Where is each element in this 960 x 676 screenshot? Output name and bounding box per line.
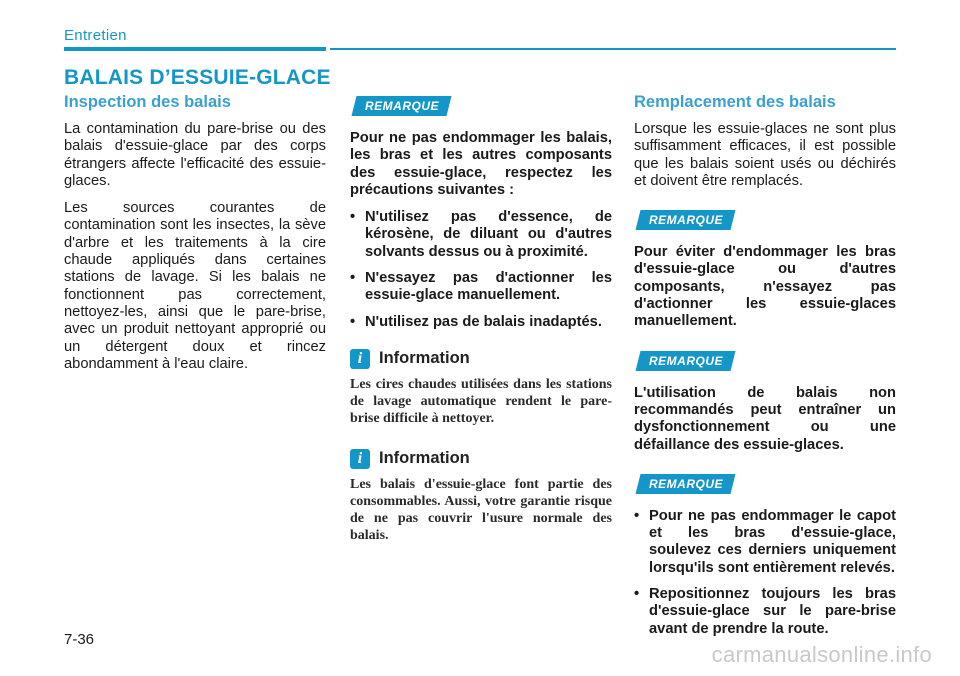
info-icon: i: [350, 349, 370, 369]
inspection-paragraph-1: La contamination du pare-brise ou des balais d'essuie-glace par des corps étrangers affecte l'efficacité des essuie-glaces.: [64, 121, 326, 189]
info-title: Information: [379, 349, 470, 368]
bullet-icon: •: [350, 313, 356, 330]
remark-text-1: Pour éviter d'endommager les bras d'essuie-glace ou d'autres composants, n'essayez pas d'actionner les essuie-glaces manuellement.: [634, 244, 896, 330]
remark-badge: REMARQUE: [636, 474, 736, 494]
info-block-1: [350, 349, 612, 427]
remark-intro: Pour ne pas endommager les balais, les bras et les autres composants des essuie-glace, respectez les précautions suivantes :: [350, 130, 612, 198]
section-label: Entretien: [64, 27, 127, 44]
info-icon: i: [350, 449, 370, 469]
right-column: [634, 93, 896, 647]
inspection-heading: Inspection des balais: [64, 93, 231, 111]
inspection-paragraph-2: Les sources courantes de contamination sont les insectes, la sève d'arbre et les traitements à la cire chaude appliqués dans certaines stations de lavage. Si les balais ne fonctionnent pas correctement, nettoyez-les, ainsi que le pare-brise, avec un produit nettoyant approprié ou un détergent doux et rincez abondamment à l'eau claire.: [64, 200, 326, 372]
info-body: Les cires chaudes utilisées dans les stations de lavage automatique rendent le pare-brise difficile à nettoyer.: [350, 376, 612, 426]
remark-list: [634, 508, 896, 638]
left-column: [64, 93, 326, 383]
info-block-2: [350, 449, 612, 544]
watermark: carmanualsonline.info: [711, 642, 932, 667]
list-item: • Repositionnez toujours les bras d'essuie-glace sur le pare-brise avant de prendre la route.: [634, 586, 896, 637]
replacement-heading: Remplacement des balais: [634, 93, 836, 111]
list-item: • N'essayez pas d'actionner les essuie-glace manuellement.: [350, 270, 612, 304]
bullet-icon: •: [634, 586, 640, 603]
info-body: Les balais d'essuie-glace font partie des consommables. Aussi, votre garantie risque de ne pas couvrir l'usure normale des balais.: [350, 476, 612, 543]
bullet-icon: •: [350, 270, 356, 287]
page-number: 7-36: [64, 631, 95, 648]
middle-column: [350, 96, 612, 544]
bullet-icon: •: [350, 209, 356, 226]
header-rule-thick: [64, 47, 326, 51]
remark-text-2: L'utilisation de balais non recommandés peut entraîner un dysfonctionnement ou une défaillance des essuie-glaces.: [634, 384, 896, 453]
precautions-list: [350, 209, 612, 331]
page-title: BALAIS D’ESSUIE-GLACE: [64, 66, 331, 89]
list-item: • N'utilisez pas de balais inadaptés.: [350, 313, 602, 330]
list-item: • N'utilisez pas d'essence, de kérosène, de diluant ou d'autres solvants dessus ou à proximité.: [350, 209, 612, 260]
remark-badge: REMARQUE: [636, 210, 736, 230]
bullet-icon: •: [634, 507, 640, 524]
list-item: • Pour ne pas endommager le capot et les bras d'essuie-glace, soulevez ces derniers uniquement lorsqu'ils sont entièrement relevés.: [634, 507, 896, 576]
header-rule-thin: [330, 48, 896, 50]
info-title: Information: [379, 449, 470, 468]
remark-badge: REMARQUE: [352, 96, 452, 116]
remark-badge: REMARQUE: [636, 351, 736, 371]
replacement-intro: Lorsque les essuie-glaces ne sont plus suffisamment efficaces, il est possible que les balais soient usés ou déchirés et doivent être remplacés.: [634, 121, 896, 189]
